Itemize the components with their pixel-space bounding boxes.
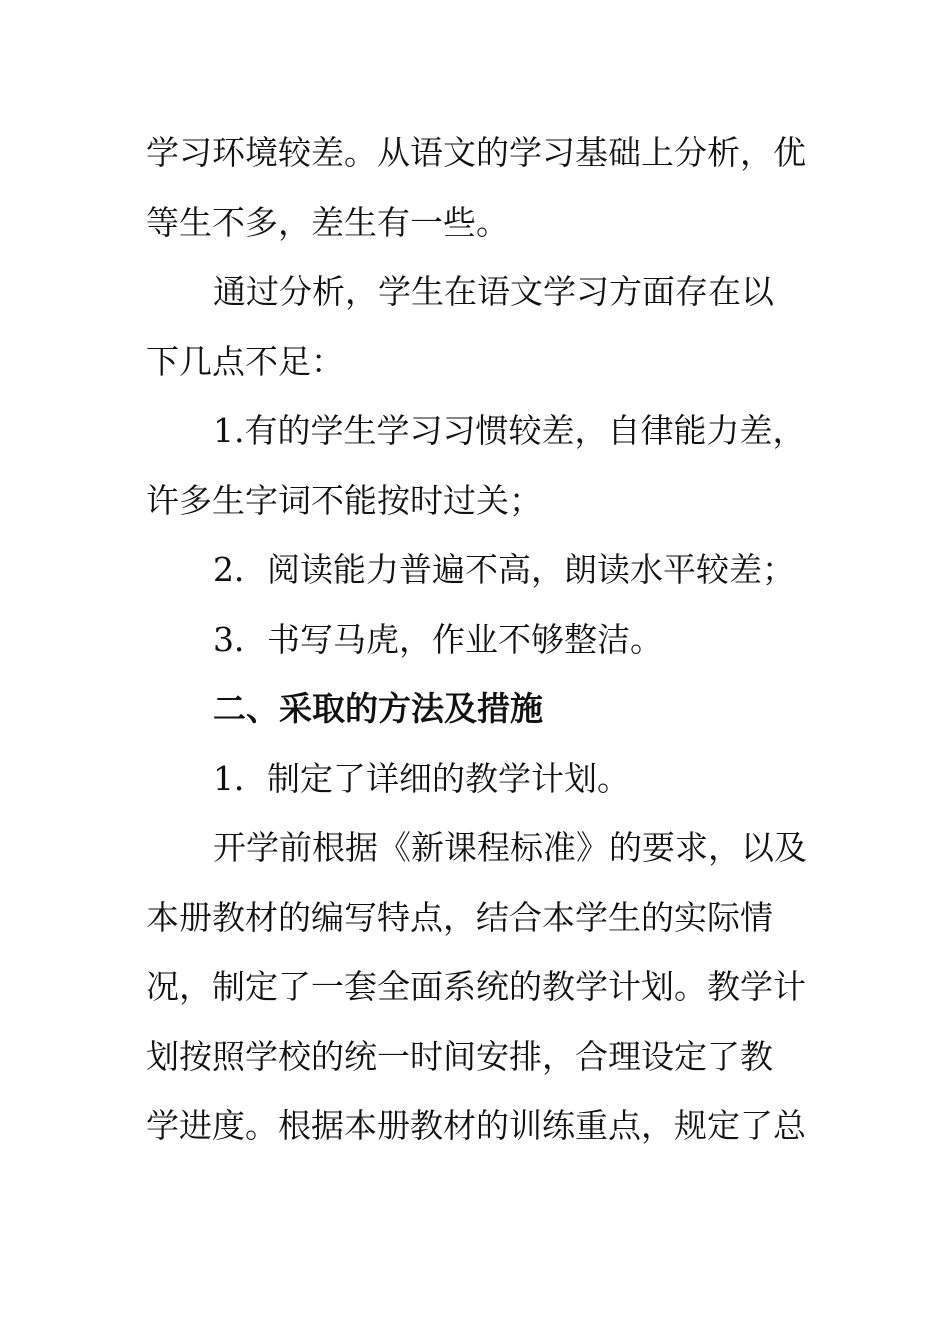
list-item-2: 2．阅读能力普遍不高，朗读水平较差；: [213, 550, 795, 589]
paragraph-line: 开学前根据《新课程标准》的要求，以及: [213, 828, 807, 867]
paragraph-line: 本册教材的编写特点，结合本学生的实际情: [146, 897, 773, 937]
subsection-title: 1．制定了详细的教学计划。: [213, 758, 630, 798]
list-item-3: 3．书写马虎，作业不够整洁。: [213, 619, 663, 659]
paragraph-line: 下几点不足：: [146, 341, 344, 381]
paragraph-line: 学进度。根据本册教材的训练重点，规定了总: [146, 1106, 806, 1145]
paragraph-line: 通过分析，学生在语文学习方面存在以: [213, 272, 774, 311]
paragraph-line: 划按照学校的统一时间安排，合理设定了教: [146, 1036, 773, 1076]
list-item-1: 1.有的学生学习习惯较差，自律能力差，: [213, 411, 806, 450]
document-body: [146, 118, 808, 1161]
list-item-1-continued: 许多生字词不能按时过关；: [146, 480, 542, 520]
paragraph-line: 学习环境较差。从语文的学习基础上分析，优: [146, 133, 806, 172]
paragraph-line: 等生不多，差生有一些。: [146, 202, 509, 242]
paragraph-line: 况，制定了一套全面系统的教学计划。教学计: [146, 967, 806, 1006]
section-heading: 二、采取的方法及措施: [213, 689, 543, 728]
